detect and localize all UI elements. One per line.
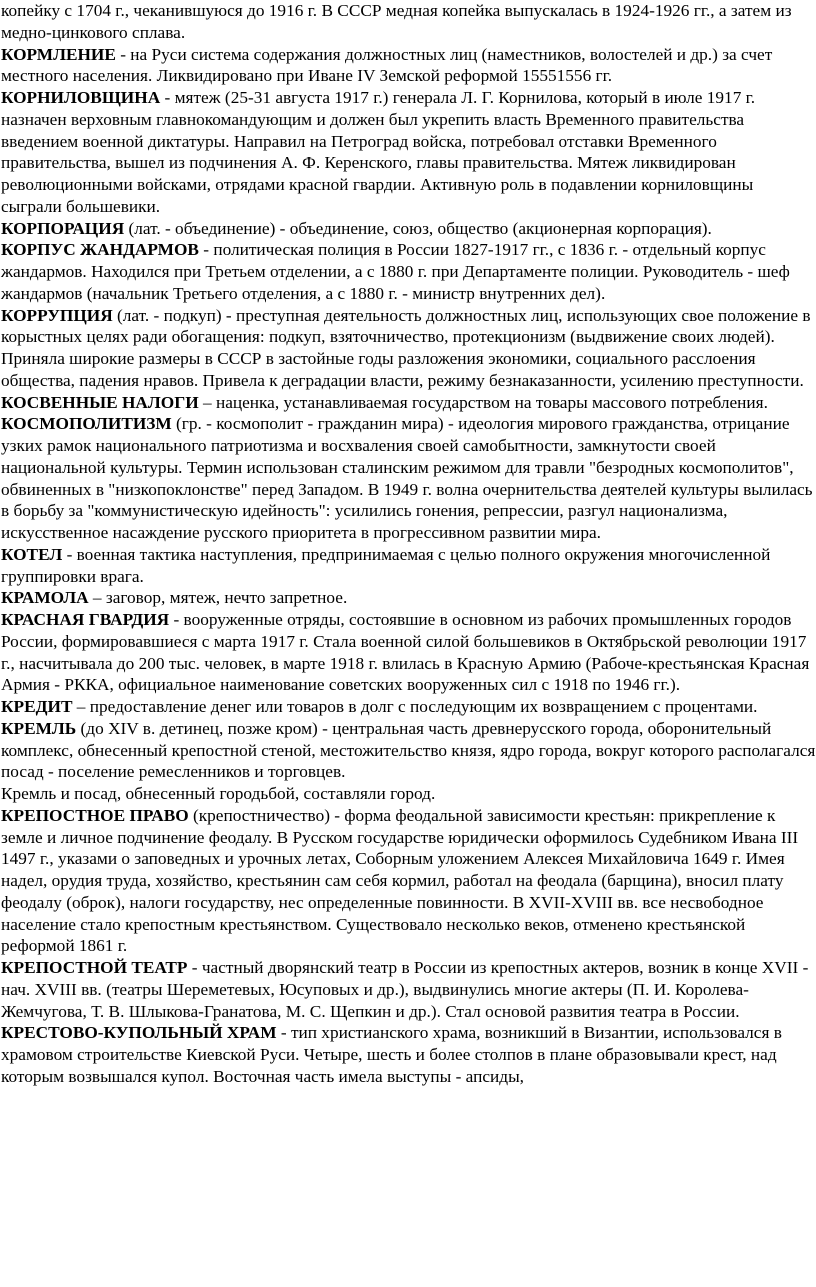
entry-term: КРЕПОСТНОЙ ТЕАТР	[1, 958, 188, 977]
entry-definition: - частный дворянский театр в России из крепостных актеров, возник в конце XVII - нач. XVIII вв. (театры Шереметевых, Юсуповых и др.), выдвинулись многие актеры (П. И. Королева-Жемчугова, Т. В. Шлыкова-Гранатова, М. С. Щепкин и др.). Стал основой развития театра в России.	[1, 958, 809, 1021]
entry-definition: (крепостничество) - форма феодальной зависимости крестьян: прикрепление к земле и личное подчинение феодалу. В Русском государстве юридически оформилось Судебником Ивана III 1497 г., указами о заповедных и урочных летах, Соборным уложением Алексея Михайловича 1649 г. Имея надел, орудия труда, хозяйство, крестьянин сам себя кормил, работал на феодала (барщина), вносил плату феодалу (оброк), налоги государству, нес определенные повинности. В XVII-XVIII вв. все несвободное население стало крепостным крестьянством. Существовало несколько веков, отменено крестьянской реформой 1861 г.	[1, 805, 799, 956]
entry-paragraph	[0, 239, 816, 304]
entry-definition: - вооруженные отряды, состоявшие в основном из рабочих промышленных городов России, формировавшиеся с марта 1917 г. Стала военной силой большевиков в Октябрьской революции 1917 г., насчитывала до 200 тыс. человек, в марте 1918 г. влилась в Красную Армию (Рабоче-крестьянская Красная Армия - РККА, официальное наименование советских вооруженных сил с 1918 по 1946 гг.).	[1, 610, 810, 695]
entry-paragraph	[0, 609, 816, 696]
entry-definition: (лат. - объединение) - объединение, союз, общество (акционерная корпорация).	[124, 218, 712, 238]
entry-paragraph	[0, 1022, 816, 1087]
entry-paragraph	[0, 783, 816, 805]
entry-definition: - на Руси система содержания должностных лиц (наместников, волостелей и др.) за счет местного населения. Ликвидировано при Иване IV Земской реформой 15551556 гг.	[1, 44, 773, 86]
entry-definition: копейку с 1704 г., чеканившуюся до 1916 г. В СССР медная копейка выпускалась в 1924-1926 гг., а затем из медно-цинкового сплава.	[1, 1, 792, 42]
entry-definition: – предоставление денег или товаров в долг с последующим их возвращением с процентами.	[72, 697, 758, 716]
entry-term: КОРМЛЕНИЕ	[1, 44, 116, 64]
entry-paragraph	[0, 305, 816, 392]
entry-paragraph	[0, 587, 816, 609]
entry-term: КРЕСТОВО-КУПОЛЬНЫЙ ХРАМ	[1, 1023, 277, 1043]
entry-term: КРЕДИТ	[1, 697, 73, 716]
entry-paragraph	[0, 218, 816, 240]
entry-term: КОРНИЛОВЩИНА	[1, 88, 161, 107]
entry-paragraph	[0, 544, 816, 588]
entry-definition: Кремль и посад, обнесенный городьбой, составляли город.	[1, 784, 436, 803]
entry-definition: (гр. - космополит - гражданин мира) - идеология мирового гражданства, отрицание узких рамок национального патриотизма и восхваления своей самобытности, замкнутости своей национальной культуры. Термин использован сталинским режимом для травли "безродных космополитов", обвиненных в "низкопоклонстве" перед Западом. В 1949 г. волна очернительства деятелей культуры вылилась в борьбу за "коммунистическую идейность": усилились гонения, репрессии, разгул национализма, искусственное насаждение русского приоритета в прогрессивном развитии мира.	[1, 414, 813, 542]
entry-term: КРЕПОСТНОЕ ПРАВО	[1, 805, 189, 825]
entry-term: КОСМОПОЛИТИЗМ	[1, 414, 172, 434]
entry-paragraph	[0, 805, 816, 957]
entry-term: КРЕМЛЬ	[1, 718, 77, 738]
entry-paragraph	[0, 957, 816, 1022]
entry-term: КРАСНАЯ ГВАРДИЯ	[1, 610, 170, 629]
entry-paragraph	[0, 392, 816, 414]
entry-paragraph	[0, 413, 816, 544]
entry-paragraph	[0, 718, 816, 783]
entry-term: КОРРУПЦИЯ	[1, 305, 113, 325]
entry-term: КОТЕЛ	[1, 544, 63, 564]
entry-term: КРАМОЛА	[1, 588, 89, 608]
entry-definition: - мятеж (25-31 августа 1917 г.) генерала Л. Г. Корнилова, который в июле 1917 г. назначен верховным главнокомандующим и должен был укрепить власть Временного правительства введением военной диктатуры. Направил на Петроград войска, потребовал отставки Временного правительства, вышел из подчинения А. Ф. Керенского, главы правительства. Мятеж ликвидирован революционными войсками, отрядами красной гвардии. Активную роль в подавлении корниловщины сыграли большевики.	[1, 88, 756, 216]
entry-definition: - политическая полиция в России 1827-1917 гг., с 1836 г. - отдельный корпус жандармов. Находился при Третьем отделении, а с 1880 г. при Департаменте полиции. Руководитель - шеф жандармов (начальник Третьего отделения, а с 1880 г. - министр внутренних дел).	[1, 240, 790, 303]
entry-definition: (до XIV в. детинец, позже кром) - центральная часть древнерусского города, оборонительный комплекс, обнесенный крепостной стеной, местожительство князя, ядро города, вокруг которого располагался посад - поселение ремесленников и торговцев.	[1, 718, 816, 782]
entry-term: КОРПУС ЖАНДАРМОВ	[1, 240, 199, 260]
entry-definition: - военная тактика наступления, предпринимаемая с целью полного окружения многочисленной группировки врага.	[1, 544, 771, 586]
entry-definition: - тип христианского храма, возникший в Византии, использовался в храмовом строительстве Киевской Руси. Четыре, шесть и более столпов в плане образовывали крест, над которым возвышался купол. Восточная часть имела выступы - апсиды,	[1, 1023, 782, 1086]
entry-paragraph	[0, 0, 816, 44]
entry-paragraph	[0, 44, 816, 88]
entry-paragraph	[0, 87, 816, 218]
entry-definition: – наценка, устанавливаемая государством на товары массового потребления.	[198, 392, 768, 412]
entry-term: КОРПОРАЦИЯ	[1, 218, 125, 238]
entry-definition: (лат. - подкуп) - преступная деятельность должностных лиц, использующих свое положение в корыстных целях ради обогащения: подкуп, взяточничество, протекционизм (выдвижение своих людей). Приняла широкие размеры в СССР в застойные годы разложения экономики, социального расслоения общества, падения нравов. Привела к деградации власти, режиму безнаказанности, усилению преступности.	[1, 305, 811, 390]
entry-paragraph	[0, 696, 816, 718]
entry-term: КОСВЕННЫЕ НАЛОГИ	[1, 392, 199, 412]
entry-definition: – заговор, мятеж, нечто запретное.	[88, 588, 348, 608]
